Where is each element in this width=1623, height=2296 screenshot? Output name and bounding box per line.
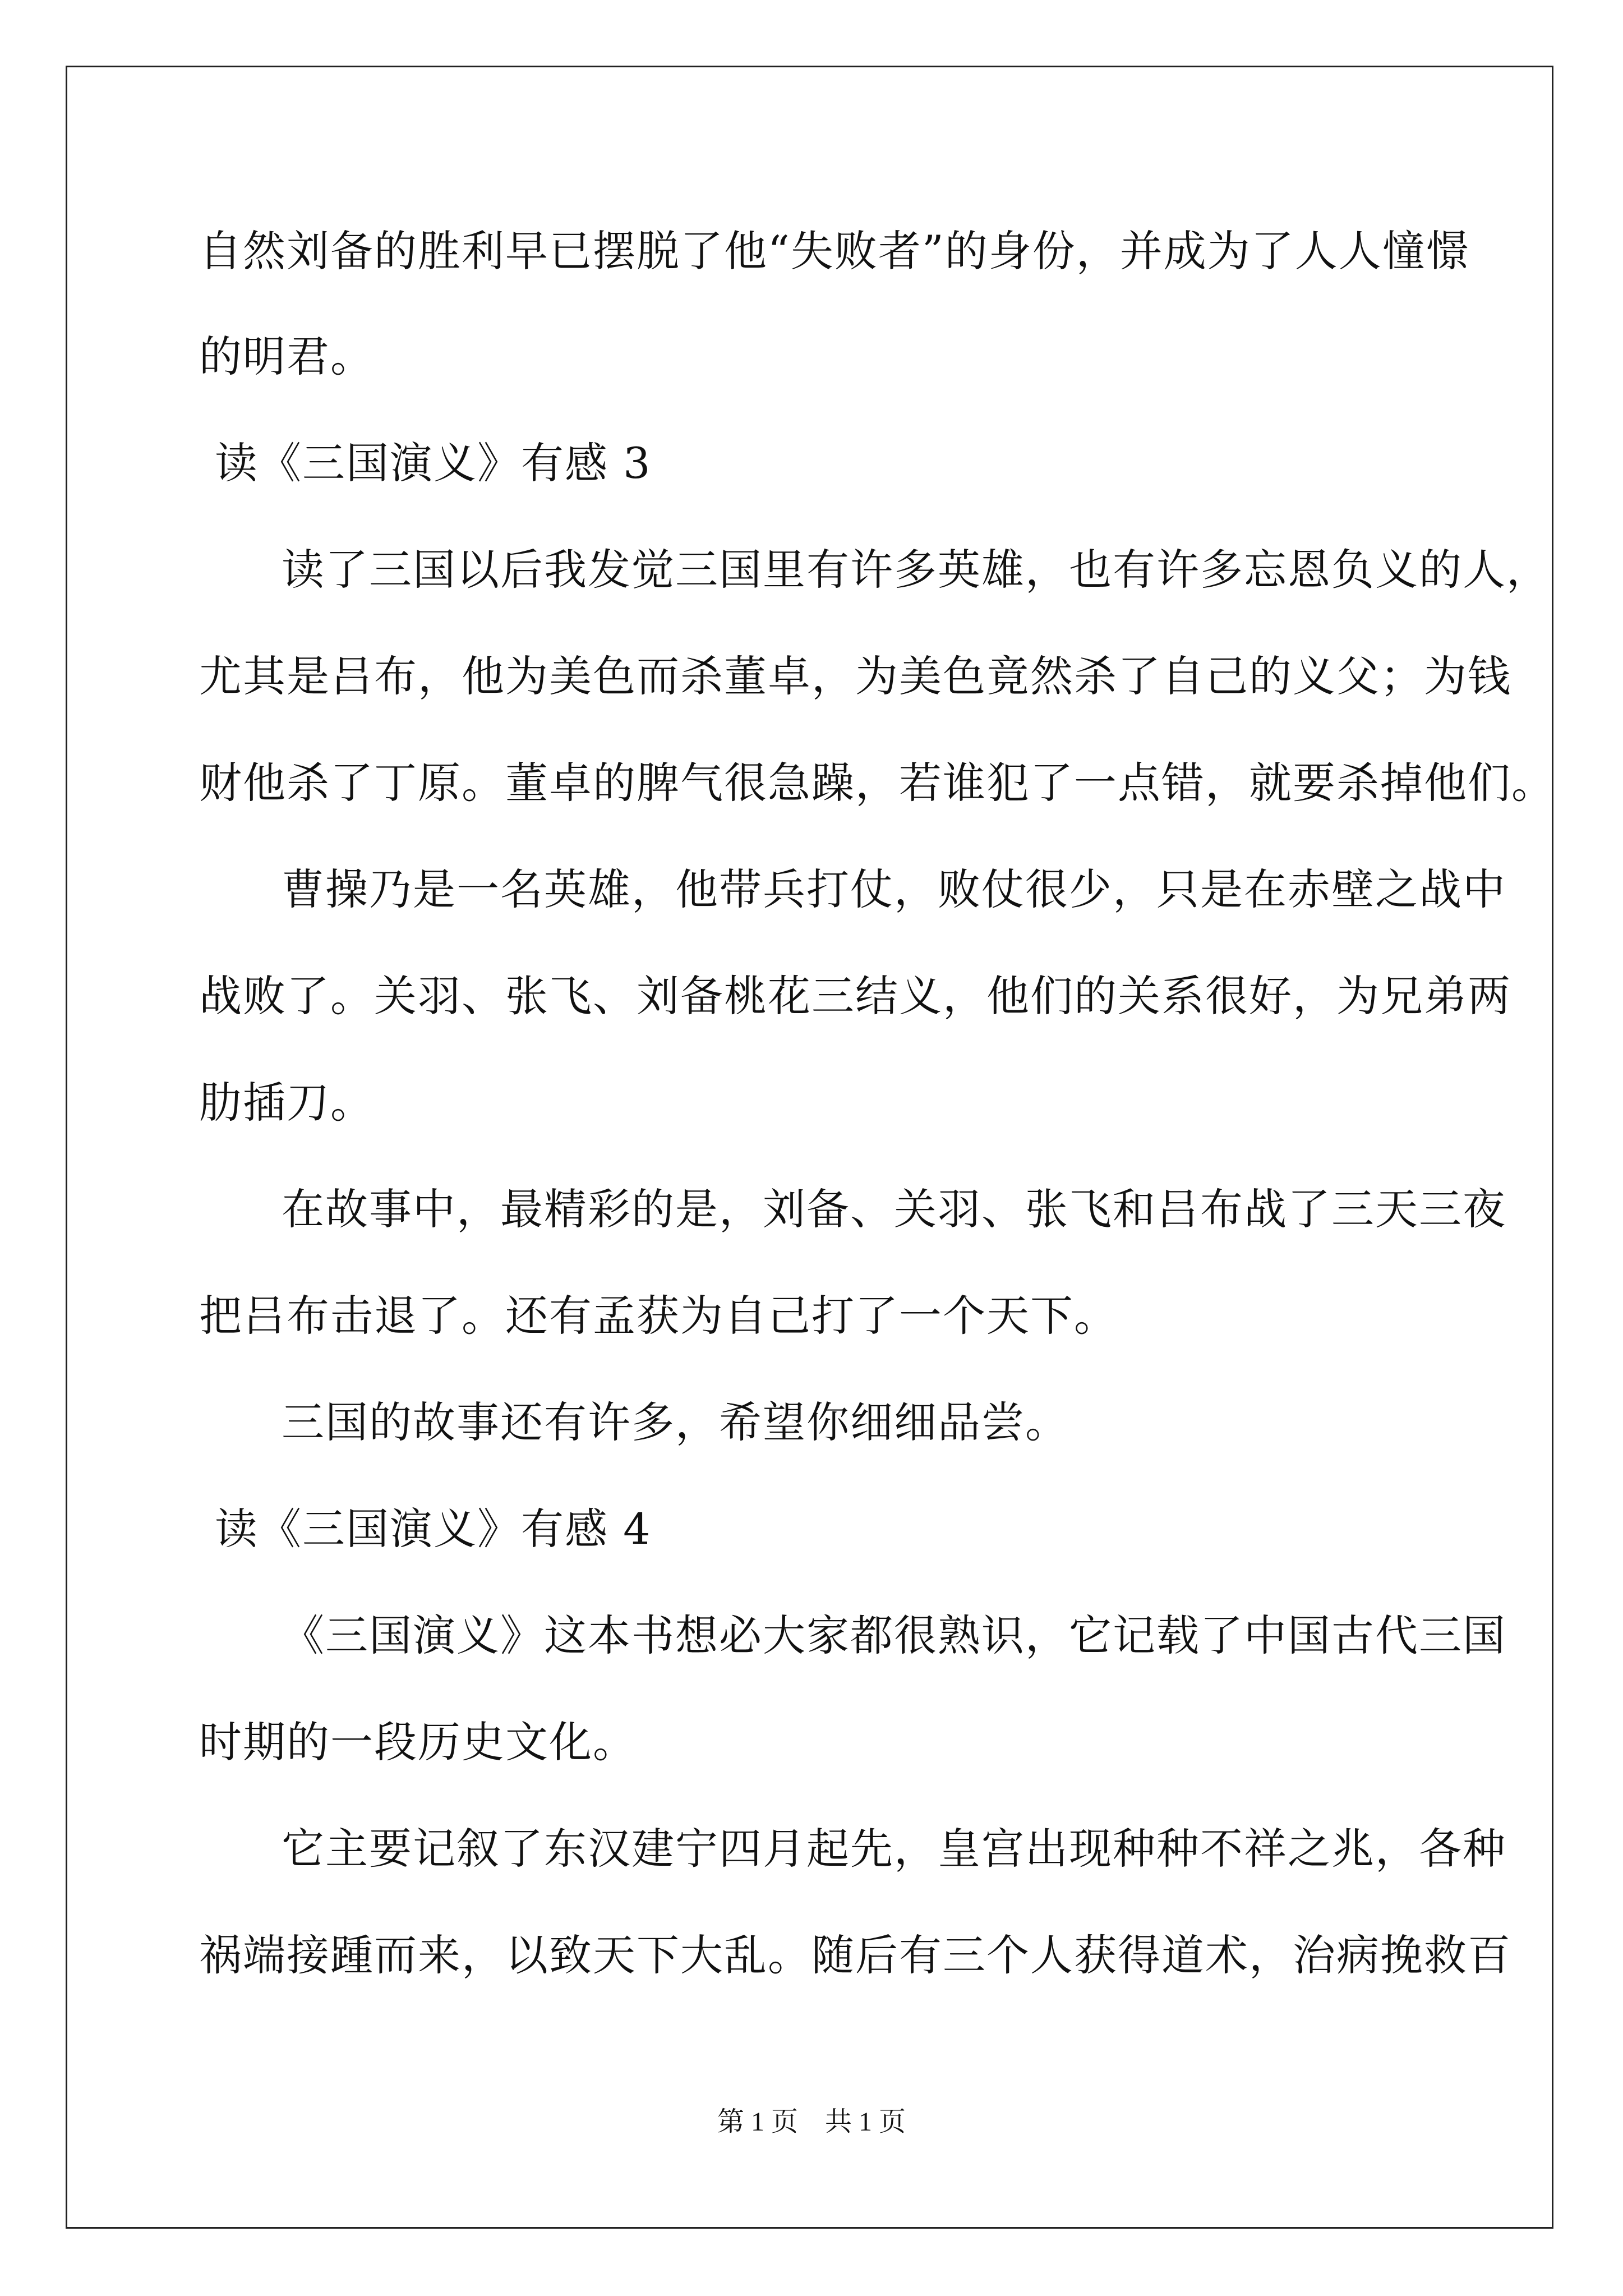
text-line-9: 肋插刀。 xyxy=(199,1078,374,1128)
page-border xyxy=(66,66,1553,2229)
text-line-12: 三国的故事还有许多，希望你细细品尝。 xyxy=(282,1397,1069,1447)
text-line-4: 读了三国以后我发觉三国里有许多英雄，也有许多忘恩负义的人， xyxy=(282,545,1550,595)
section-heading-3: 读《三国演义》有感 3 xyxy=(215,438,652,488)
text-line-10: 在故事中，最精彩的是，刘备、关羽、张飞和吕布战了三天三夜 xyxy=(282,1184,1506,1234)
text-line-2: 的明君。 xyxy=(199,332,374,381)
text-line-5: 尤其是吕布，他为美色而杀董卓，为美色竟然杀了自己的义父；为钱 xyxy=(199,651,1511,701)
text-line-7: 曹操乃是一名英雄，他带兵打仗，败仗很少，只是在赤壁之战中 xyxy=(282,864,1506,914)
text-line-17: 祸端接踵而来，以致天下大乱。随后有三个人获得道术，治病挽救百 xyxy=(199,1930,1511,1980)
text-line-11: 把吕布击退了。还有孟获为自己打了一个天下。 xyxy=(199,1291,1118,1341)
text-line-15: 时期的一段历史文化。 xyxy=(199,1717,637,1767)
text-line-1: 自然刘备的胜利早已摆脱了他“失败者”的身份，并成为了人人憧憬 xyxy=(199,226,1470,276)
text-line-6: 财他杀了丁原。董卓的脾气很急躁，若谁犯了一点错，就要杀掉他们。 xyxy=(199,758,1555,808)
section-heading-4: 读《三国演义》有感 4 xyxy=(215,1504,652,1554)
text-line-8: 战败了。关羽、张飞、刘备桃花三结义，他们的关系很好，为兄弟两 xyxy=(199,971,1511,1021)
text-line-14: 《三国演义》这本书想必大家都很熟识，它记载了中国古代三国 xyxy=(282,1611,1506,1660)
text-line-16: 它主要记叙了东汉建宁四月起先，皇宫出现种种不祥之兆，各种 xyxy=(282,1824,1506,1874)
page-footer: 第 1 页 共 1 页 xyxy=(717,2107,906,2137)
